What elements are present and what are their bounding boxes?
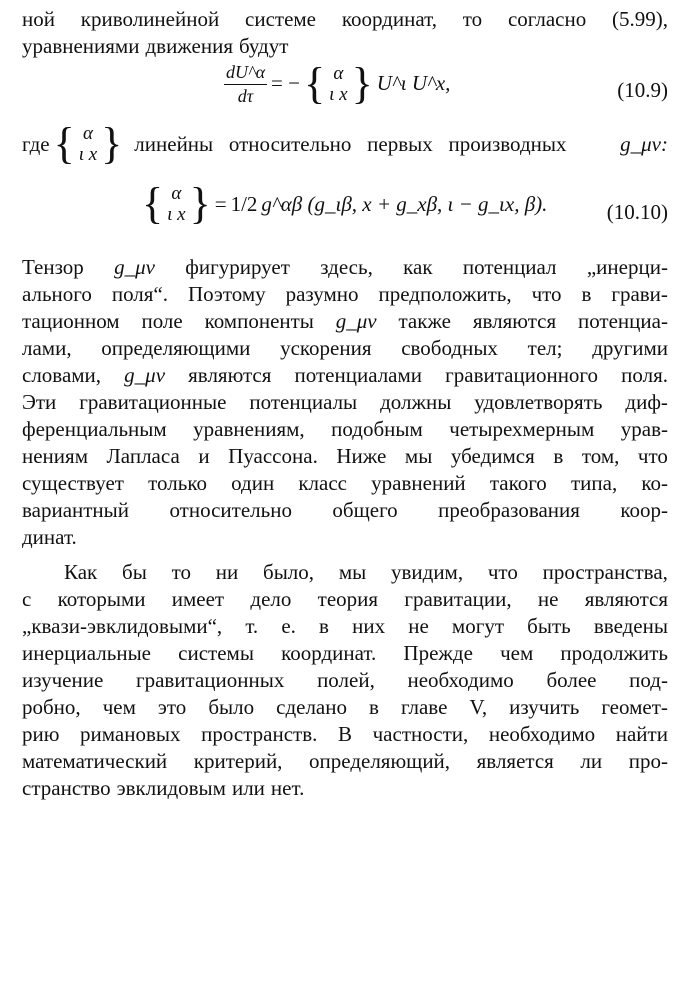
word: странство <box>22 776 111 800</box>
word: согласно <box>507 7 587 31</box>
word: чем <box>500 641 534 665</box>
word: увидим, <box>390 560 464 584</box>
word: было <box>208 695 255 719</box>
word: пространства, <box>542 560 668 584</box>
word: геомет- <box>601 695 668 719</box>
word: ускорения <box>280 336 372 360</box>
word: Эти <box>22 390 57 414</box>
word: дело <box>250 587 292 611</box>
word: не <box>408 614 429 638</box>
word: частности, <box>372 722 469 746</box>
text-line <box>22 470 668 497</box>
word: g_μν <box>335 309 377 333</box>
word: класс <box>298 471 347 495</box>
word: них <box>352 614 386 638</box>
word: другими <box>592 336 668 360</box>
word: ной <box>22 7 55 31</box>
word: потенциалами <box>294 363 423 387</box>
word: бы <box>122 560 147 584</box>
text-line <box>22 640 668 667</box>
christoffel-symbol: α ι x <box>167 183 186 225</box>
christoffel-expression: g^αβ (g_ιβ, x + g_xβ, ι − g_ιx, β). <box>261 191 548 216</box>
word: что <box>637 444 668 468</box>
word: фигурирует <box>185 255 290 279</box>
word: нет. <box>270 776 305 800</box>
word: коор- <box>620 498 668 522</box>
text-line <box>22 443 668 470</box>
word: криволинейной <box>80 7 220 31</box>
fraction-numerator: dU^α <box>224 60 267 85</box>
word: уравнениям, <box>193 417 305 441</box>
word: то <box>171 560 191 584</box>
word: Ниже <box>336 444 387 468</box>
christoffel-symbol: α ι x <box>329 62 348 105</box>
word: Лапласа <box>106 444 180 468</box>
equation-10-9 <box>22 60 668 122</box>
word: эвклидовым <box>116 776 226 800</box>
text-line <box>22 33 668 60</box>
where-line: где { α ι x } линейны относительно первых производных g_μν: <box>22 119 668 168</box>
word: вариантный <box>22 498 130 522</box>
word: с <box>22 587 32 611</box>
word: в <box>581 282 592 306</box>
word: и <box>198 444 210 468</box>
word: сделано <box>276 695 347 719</box>
word: будут <box>239 34 289 58</box>
equals-minus: = − <box>271 71 300 95</box>
word: про- <box>628 749 668 773</box>
word: что <box>531 282 562 306</box>
word: системы <box>178 641 254 665</box>
word: только <box>148 471 207 495</box>
left-brace: { <box>303 58 326 108</box>
derivative-fraction <box>224 60 267 107</box>
word: быть <box>527 614 571 638</box>
intro-text <box>22 6 668 60</box>
word: то <box>462 7 483 31</box>
word: в <box>319 614 329 638</box>
word: типа, <box>570 471 618 495</box>
word: под- <box>629 668 668 692</box>
word: мы <box>338 560 367 584</box>
text-line <box>22 748 668 775</box>
word: ференциальным <box>22 417 167 441</box>
word: рию <box>22 722 60 746</box>
text-line <box>22 721 668 748</box>
word: лами, <box>22 336 72 360</box>
word: е. <box>281 614 296 638</box>
word: Тензор <box>22 255 84 279</box>
word: является <box>476 749 554 773</box>
word: не <box>537 587 559 611</box>
word: инерциальные <box>22 641 152 665</box>
word: как <box>403 255 433 279</box>
word: потенциа- <box>577 309 668 333</box>
word: ального <box>22 282 92 306</box>
text-line <box>22 281 668 308</box>
word: необходимо <box>488 722 596 746</box>
word: имеет <box>171 587 225 611</box>
word: потенциалы <box>249 390 358 414</box>
christoffel-symbol: α ι x <box>78 123 98 165</box>
word: являются <box>188 363 272 387</box>
word: ли <box>580 749 603 773</box>
word: g_μν <box>114 255 155 279</box>
word: урав- <box>620 417 668 441</box>
word: необходимо <box>407 668 514 692</box>
word: в <box>369 695 379 719</box>
one-half: 1/2 <box>230 191 258 216</box>
fraction-denominator: dτ <box>237 86 254 106</box>
word: в <box>553 444 564 468</box>
equation-number: (10.10) <box>606 200 668 224</box>
word: Пуассона. <box>228 444 318 468</box>
word: гравитации, <box>404 587 512 611</box>
word: четырехмерным <box>449 417 595 441</box>
word: полей, <box>317 668 375 692</box>
word: также <box>398 309 451 333</box>
text-line <box>22 308 668 335</box>
word: введены <box>593 614 668 638</box>
word: поля“. <box>111 282 168 306</box>
word: являются <box>584 587 668 611</box>
word: координат. <box>281 641 377 665</box>
word: „инерци- <box>586 255 668 279</box>
word: определяющий, <box>309 749 451 773</box>
word: поля. <box>621 363 668 387</box>
text-line <box>22 389 668 416</box>
word: тационном <box>22 309 120 333</box>
word: найти <box>615 722 668 746</box>
word: компоненты <box>204 309 314 333</box>
word: изучить <box>509 695 580 719</box>
word: один <box>231 471 275 495</box>
word: изучение <box>22 668 104 692</box>
word: (5.99), <box>612 7 668 31</box>
word: которыми <box>57 587 146 611</box>
word: более <box>546 668 597 692</box>
text-line <box>22 667 668 694</box>
word: было, <box>263 560 315 584</box>
word: том, <box>581 444 620 468</box>
word: т. <box>245 614 259 638</box>
word: разумно <box>285 282 359 306</box>
word: движения <box>145 34 233 58</box>
word: должны <box>380 390 452 414</box>
word: гравитационные <box>79 390 227 414</box>
word: системе <box>245 7 317 31</box>
word: гравитационных <box>135 668 285 692</box>
word: потенциал <box>462 255 557 279</box>
text-line <box>22 335 668 362</box>
text-line <box>22 524 668 551</box>
word: уравнений <box>371 471 466 495</box>
word: V, <box>469 695 488 719</box>
word: относительно <box>169 498 292 522</box>
word: Поэтому <box>187 282 266 306</box>
word: гравитационного <box>445 363 599 387</box>
metric-symbol: g_μν: <box>620 131 668 156</box>
word: продолжить <box>560 641 668 665</box>
word: g_μν <box>124 363 166 387</box>
word: математический <box>22 749 168 773</box>
word: или <box>231 776 265 800</box>
word: главе <box>400 695 448 719</box>
text-line <box>22 559 668 586</box>
velocity-product: U^ι U^x, <box>376 71 451 95</box>
word: поле <box>141 309 183 333</box>
text-line <box>22 6 668 33</box>
word: убедимся <box>450 444 535 468</box>
right-brace: } <box>351 58 373 108</box>
word: могут <box>451 614 505 638</box>
text-line <box>22 586 668 613</box>
word: существует <box>22 471 124 495</box>
word: теория <box>317 587 379 611</box>
word: словами, <box>22 363 102 387</box>
word: ни <box>215 560 239 584</box>
paragraph-2 <box>22 559 668 802</box>
text-line <box>22 497 668 524</box>
word: уравнениями <box>22 34 140 58</box>
word: мы <box>404 444 433 468</box>
word: удовлетворять <box>474 390 603 414</box>
equation-10-10: { α ι x } = 1/2 g^αβ (g_ιβ, x + g_xβ, ι − g_ιx, β). (10.10) <box>142 179 668 228</box>
word: нениям <box>22 444 88 468</box>
text-line <box>22 613 668 640</box>
word: тел; <box>527 336 563 360</box>
word: свободных <box>401 336 498 360</box>
text-line <box>22 362 668 389</box>
text-line <box>22 416 668 443</box>
word: здесь, <box>320 255 373 279</box>
word: робно, <box>22 695 81 719</box>
word: являются <box>472 309 557 333</box>
word: ко- <box>641 471 668 495</box>
word: преобразования <box>438 498 580 522</box>
word: пространств. <box>201 722 318 746</box>
word: это <box>157 695 187 719</box>
word: чем <box>102 695 136 719</box>
word: римановых <box>80 722 181 746</box>
word: общего <box>332 498 398 522</box>
word: Прежде <box>403 641 473 665</box>
word: критерий, <box>193 749 283 773</box>
equation-number: (10.9) <box>617 78 668 102</box>
where-description: линейны относительно первых производных <box>134 131 567 156</box>
word: В <box>337 722 352 746</box>
word: грави- <box>611 282 668 306</box>
word: такого <box>489 471 547 495</box>
word: предположить, <box>378 282 512 306</box>
text-line <box>22 775 668 802</box>
word: определяющими <box>101 336 251 360</box>
word: Как <box>64 560 98 584</box>
page-body <box>22 6 668 802</box>
word: подобным <box>331 417 423 441</box>
word: что <box>487 560 518 584</box>
word: „квази-эвклидовыми“, <box>22 614 223 638</box>
text-line <box>22 254 668 281</box>
word: координат, <box>341 7 437 31</box>
text-line <box>22 694 668 721</box>
word: диф- <box>625 390 668 414</box>
word: динат. <box>22 525 77 549</box>
paragraph-1 <box>22 254 668 551</box>
